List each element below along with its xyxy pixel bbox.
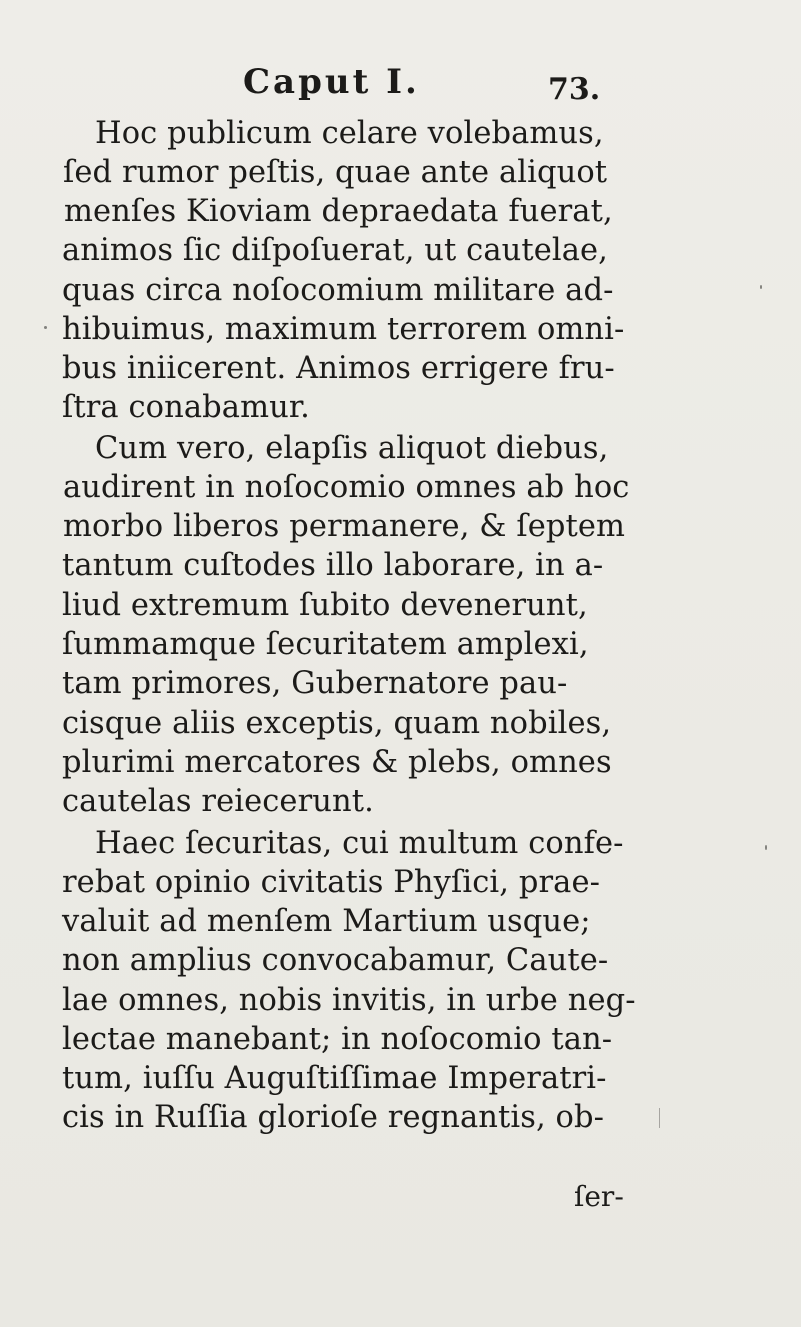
text-line-11: morbo liberos permanere, & ſeptem xyxy=(63,509,626,544)
paper-mark xyxy=(659,1108,660,1128)
text-line-12: tantum cuſtodes illo laborare, in a- xyxy=(62,548,604,583)
catchword: ſer- xyxy=(574,1180,624,1213)
running-head: Caput I. xyxy=(243,62,420,102)
text-line-19: Haec ſecuritas, cui multum confe- xyxy=(95,826,624,861)
text-line-5: quas circa noſocomium militare ad- xyxy=(62,273,614,308)
page-number: 73. xyxy=(548,72,601,107)
text-line-25: tum, iuſſu Auguſtiſſimae Imperatri- xyxy=(62,1061,607,1096)
text-line-15: tam primores, Gubernatore pau- xyxy=(62,666,568,701)
paper-speck xyxy=(44,326,47,329)
text-line-13: liud extremum ſubito devenerunt, xyxy=(62,588,588,623)
text-line-14: ſummamque ſecuritatem amplexi, xyxy=(62,627,589,662)
text-line-7: bus iniicerent. Animos errigere fru- xyxy=(62,351,615,386)
text-line-1: Hoc publicum celare volebamus, xyxy=(95,116,604,151)
text-line-22: non amplius convocabamur, Caute- xyxy=(62,943,609,978)
text-line-17: plurimi mercatores & plebs, omnes xyxy=(62,745,612,780)
text-line-6: hibuimus, maximum terrorem omni- xyxy=(62,312,625,347)
paper-speck xyxy=(765,845,767,850)
text-line-21: valuit ad menſem Martium usque; xyxy=(62,904,591,939)
text-line-20: rebat opinio civitatis Phyſici, prae- xyxy=(62,865,601,900)
text-line-16: cisque aliis exceptis, quam nobiles, xyxy=(62,706,612,741)
text-line-4: animos ſic diſpoſuerat, ut cautelae, xyxy=(62,233,608,268)
page-header xyxy=(0,62,801,112)
text-line-18: cautelas reiecerunt. xyxy=(62,784,374,819)
paper-speck xyxy=(760,285,762,289)
text-line-10: audirent in noſocomio omnes ab hoc xyxy=(63,470,630,505)
text-line-24: lectae manebant; in noſocomio tan- xyxy=(62,1022,613,1057)
text-line-23: lae omnes, nobis invitis, in urbe neg- xyxy=(62,983,636,1018)
text-line-8: ſtra conabamur. xyxy=(62,390,310,425)
text-line-2: ſed rumor peſtis, quae ante aliquot xyxy=(63,155,608,190)
text-line-26: cis in Ruſſia glorioſe regnantis, ob- xyxy=(62,1100,605,1135)
text-line-3: menſes Kioviam depraedata fuerat, xyxy=(64,194,613,229)
text-line-9: Cum vero, elapſis aliquot diebus, xyxy=(95,431,609,466)
